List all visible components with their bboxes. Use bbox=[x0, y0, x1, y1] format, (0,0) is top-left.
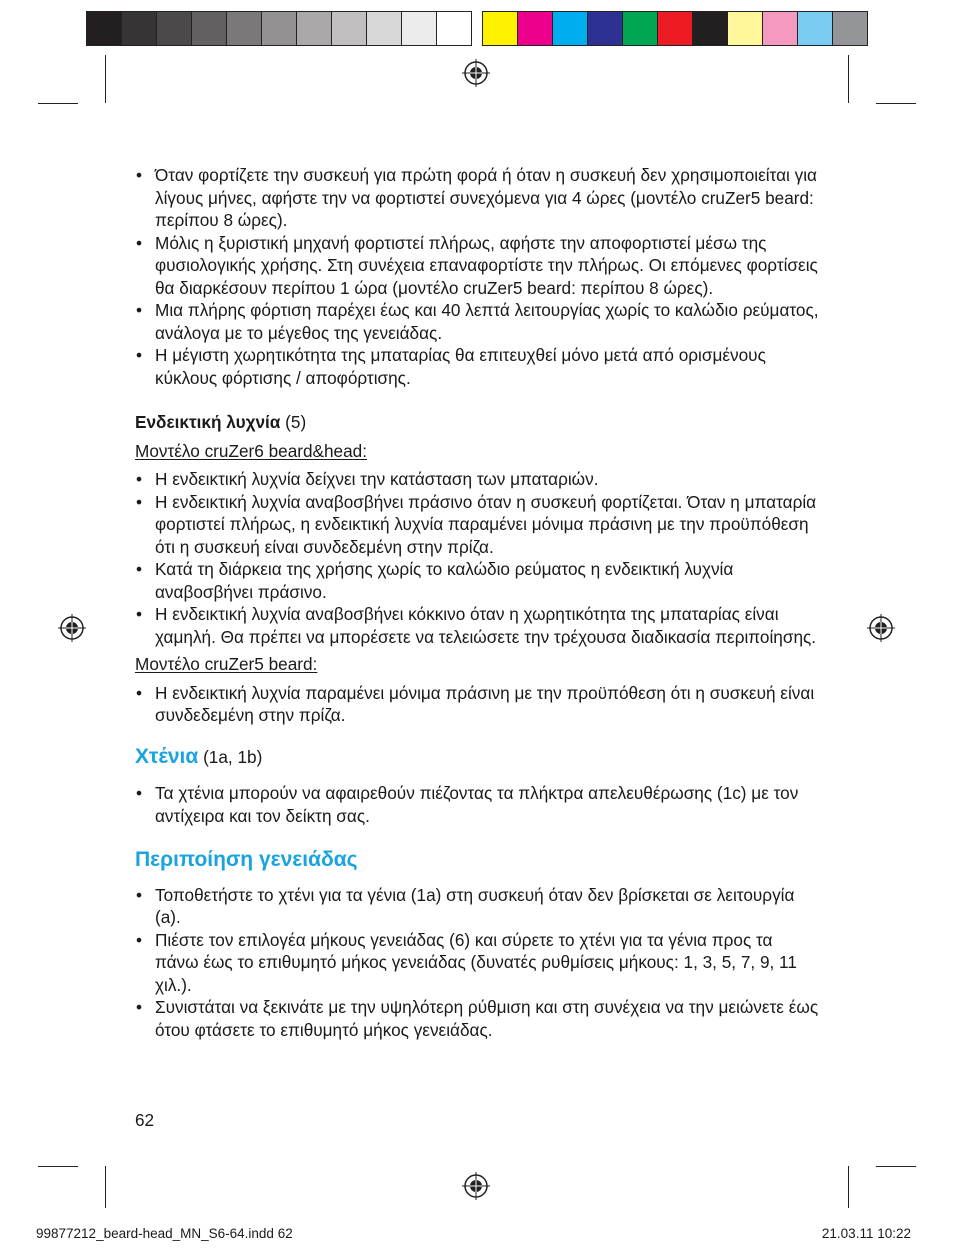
list-item: • Συνιστάται να ξεκινάτε με την υψηλότερη ρύθμιση και στη συνέχεια να την μειώνετε έως ότου φτάσετε το επιθυμητό μήκος γενειάδας. bbox=[135, 996, 820, 1041]
list-item: • Όταν φορτίζετε την συσκευή για πρώτη φορά ή όταν η συσκευή δεν χρησιμοποιείται για λίγους μήνες, αφήστε την να φορτιστεί συνεχόμενα για 4 ώρες (μοντέλο cruZer5 beard: περίπου 8 ώρες). bbox=[135, 164, 820, 232]
calibration-swatch bbox=[693, 12, 728, 45]
list-item: • Μια πλήρης φόρτιση παρέχει έως και 40 λεπτά λειτουργίας χωρίς το καλώδιο ρεύματος, ανάλογα με το μέγεθος της γενειάδας. bbox=[135, 299, 820, 344]
list-item: • Κατά τη διάρκεια της χρήσης χωρίς το καλώδιο ρεύματος η ενδεικτική λυχνία αναβοσβήνει πράσινο. bbox=[135, 558, 820, 603]
combs-bullet-list bbox=[135, 782, 820, 827]
model6-bullet-list bbox=[135, 468, 820, 648]
registration-mark-icon bbox=[867, 614, 895, 642]
page-number: 62 bbox=[135, 1110, 155, 1130]
calibration-swatch bbox=[623, 12, 658, 45]
model6-subtitle: Μοντέλο cruZer6 beard&head: bbox=[135, 440, 368, 461]
calibration-swatch bbox=[297, 12, 332, 45]
registration-mark-icon bbox=[462, 59, 490, 87]
calibration-swatch bbox=[763, 12, 798, 45]
calibration-swatch bbox=[483, 12, 518, 45]
calibration-swatch bbox=[262, 12, 297, 45]
combs-heading bbox=[135, 746, 820, 769]
calibration-swatch bbox=[367, 12, 402, 45]
calibration-swatch bbox=[332, 12, 367, 45]
crop-mark bbox=[105, 55, 106, 103]
indicator-title: Ενδεικτική λυχνία bbox=[135, 412, 281, 432]
calibration-swatch bbox=[833, 12, 867, 45]
list-item: • Η μέγιστη χωρητικότητα της μπαταρίας θα επιτευχθεί μόνο μετά από ορισμένους κύκλους φόρτισης / αποφόρτισης. bbox=[135, 344, 820, 389]
crop-mark bbox=[876, 103, 916, 104]
calibration-swatch bbox=[553, 12, 588, 45]
calibration-swatch bbox=[87, 12, 122, 45]
calibration-swatch bbox=[157, 12, 192, 45]
calibration-swatch bbox=[728, 12, 763, 45]
list-item: • Μόλις η ξυριστική μηχανή φορτιστεί πλήρως, αφήστε την αποφορτιστεί μέσω της φυσιολογικής χρήσης. Στη συνέχεια επαναφορτίστε την πλήρως. Οι επόμενες φορτίσεις θα διαρκέσουν περίπου 1 ώρα (μοντέλο cruZer5 beard: περίπου 8 ώρες). bbox=[135, 232, 820, 300]
list-item: • Πιέστε τον επιλογέα μήκους γενειάδας (6) και σύρετε το χτένι για τα γένια προς τα πάνω έως το επιθυμητό μήκος γενειάδας (δυνατές ρυθμίσεις μήκους: 1, 3, 5, 7, 9, 11 χιλ.). bbox=[135, 929, 820, 997]
calibration-swatch bbox=[658, 12, 693, 45]
charging-bullet-list bbox=[135, 164, 820, 389]
color-calibration-bar bbox=[482, 11, 868, 46]
footer-date: 21.03.11 10:22 bbox=[821, 1226, 911, 1241]
list-item: • Η ενδεικτική λυχνία δείχνει την κατάσταση των μπαταριών. bbox=[135, 468, 820, 491]
crop-mark bbox=[848, 1166, 849, 1208]
registration-mark-icon bbox=[58, 614, 86, 642]
combs-ref: (1a, 1b) bbox=[203, 746, 263, 767]
calibration-swatch bbox=[518, 12, 553, 45]
indicator-heading bbox=[135, 411, 820, 434]
calibration-swatch bbox=[227, 12, 262, 45]
calibration-swatch bbox=[402, 12, 437, 45]
crop-mark bbox=[876, 1166, 916, 1167]
beard-heading: Περιποίηση γενειάδας bbox=[135, 848, 358, 871]
calibration-swatch bbox=[798, 12, 833, 45]
list-item: • Η ενδεικτική λυχνία αναβοσβήνει πράσινο όταν η συσκευή φορτίζεται. Όταν η μπαταρία φορτιστεί πλήρως, η ενδεικτική λυχνία παραμένει μόνιμα πράσινη με την προϋπόθεση ότι η συσκευή είναι συνδεδεμένη στην πρίζα. bbox=[135, 491, 820, 559]
grayscale-calibration-bar bbox=[86, 11, 472, 46]
list-item: • Τα χτένια μπορούν να αφαιρεθούν πιέζοντας τα πλήκτρα απελευθέρωσης (1c) με τον αντίχειρα και τον δείκτη σας. bbox=[135, 782, 820, 827]
registration-mark-icon bbox=[462, 1172, 490, 1200]
list-item: • Η ενδεικτική λυχνία παραμένει μόνιμα πράσινη με την προϋπόθεση ότι η συσκευή είναι συνδεδεμένη στην πρίζα. bbox=[135, 682, 820, 727]
list-item: • Τοποθετήστε το χτένι για τα γένια (1a) στη συσκευή όταν δεν βρίσκεται σε λειτουργία (a). bbox=[135, 884, 820, 929]
crop-mark bbox=[38, 103, 78, 104]
list-item: • Η ενδεικτική λυχνία αναβοσβήνει κόκκινο όταν η χωρητικότητα της μπαταρίας είναι χαμηλή. Θα πρέπει να μπορέσετε να τελειώσετε την τρέχουσα διαδικασία περιποίησης. bbox=[135, 603, 820, 648]
crop-mark bbox=[105, 1166, 106, 1208]
combs-title: Χτένια bbox=[135, 744, 199, 768]
calibration-swatch bbox=[588, 12, 623, 45]
indicator-ref: (5) bbox=[285, 412, 307, 432]
calibration-swatch bbox=[122, 12, 157, 45]
calibration-swatch bbox=[192, 12, 227, 45]
calibration-swatch bbox=[437, 12, 471, 45]
footer-file: 99877212_beard-head_MN_S6-64.indd 62 bbox=[36, 1226, 293, 1241]
page-content bbox=[135, 164, 820, 1041]
crop-mark bbox=[38, 1166, 78, 1167]
model5-subtitle: Μοντέλο cruZer5 beard: bbox=[135, 654, 318, 674]
crop-mark bbox=[848, 55, 849, 103]
model5-bullet-list bbox=[135, 682, 820, 727]
beard-bullet-list bbox=[135, 884, 820, 1042]
